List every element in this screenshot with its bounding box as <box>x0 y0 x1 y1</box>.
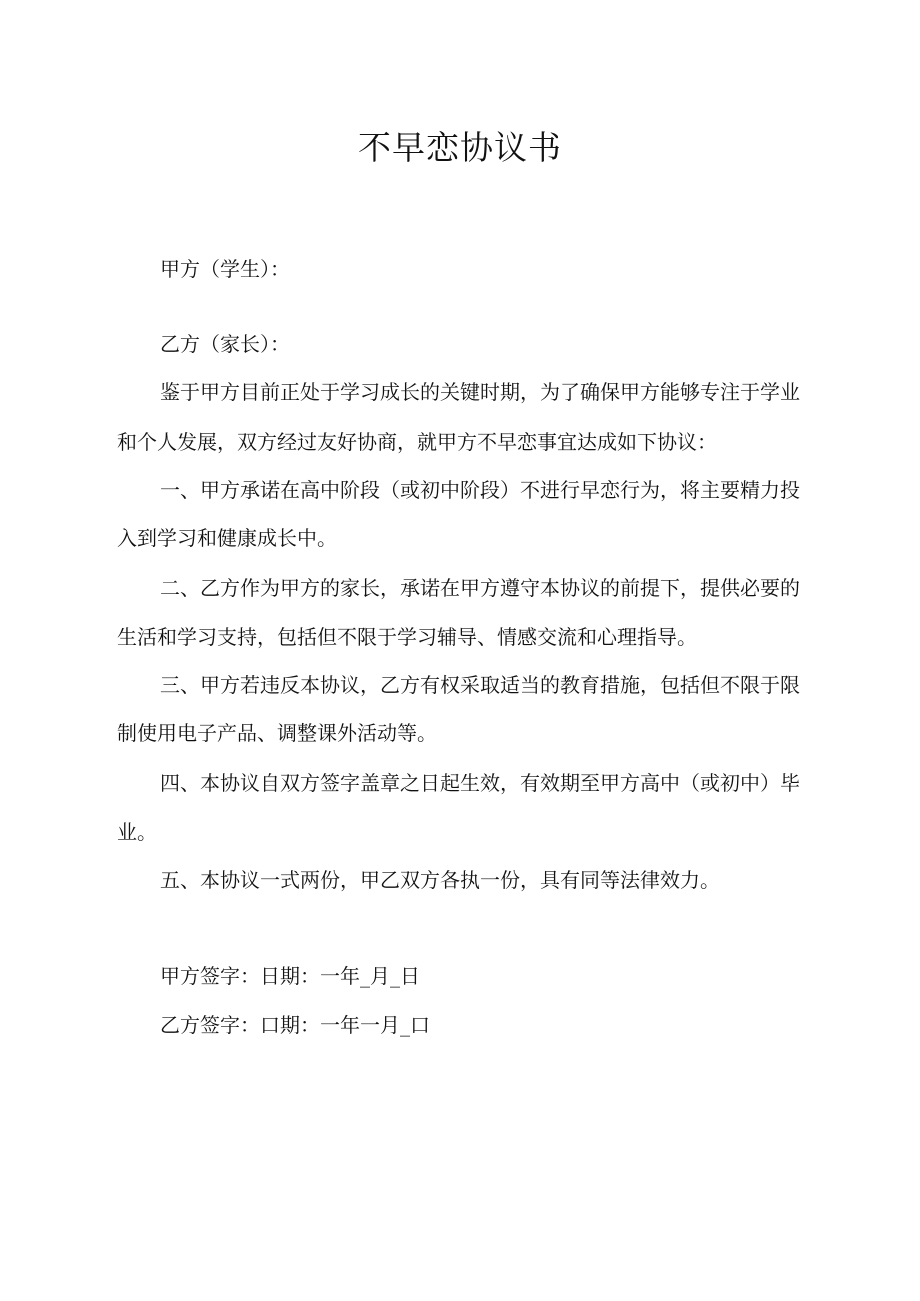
clause-4-line-1: 四、本协议自双方签字盖章之日起生效，有效期至甲方高中（或初中）毕 <box>160 771 800 795</box>
clause-1-line-2: 入到学习和健康成长中。 <box>117 526 337 550</box>
document-title: 不早恋协议书 <box>358 128 562 167</box>
signature-party-b: 乙方签字：口期：一年一月_口 <box>160 1013 430 1037</box>
clause-3-line-2: 制使用电子产品、调整课外活动等。 <box>117 721 437 745</box>
clause-1-line-1: 一、甲方承诺在高中阶段（或初中阶段）不进行早恋行为，将主要精力投 <box>160 478 800 502</box>
preamble-line-2: 和个人发展，双方经过友好协商，就甲方不早恋事宜达成如下协议： <box>117 430 717 454</box>
party-a-label: 甲方（学生）： <box>160 257 290 281</box>
clause-4-line-2: 业。 <box>117 820 157 844</box>
clause-2-line-1: 二、乙方作为甲方的家长，承诺在甲方遵守本协议的前提下，提供必要的 <box>160 576 800 600</box>
clause-5-line-1: 五、本协议一式两份，甲乙双方各执一份，具有同等法律效力。 <box>160 868 720 892</box>
signature-party-a: 甲方签字：日期：一年_月_日 <box>160 964 420 988</box>
clause-2-line-2: 生活和学习支持，包括但不限于学习辅导、情感交流和心理指导。 <box>117 625 697 649</box>
party-b-label: 乙方（家长）： <box>160 332 290 356</box>
clause-3-line-1: 三、甲方若违反本协议，乙方有权采取适当的教育措施，包括但不限于限 <box>160 673 800 697</box>
preamble-line-1: 鉴于甲方目前正处于学习成长的关键时期，为了确保甲方能够专注于学业 <box>160 380 800 404</box>
